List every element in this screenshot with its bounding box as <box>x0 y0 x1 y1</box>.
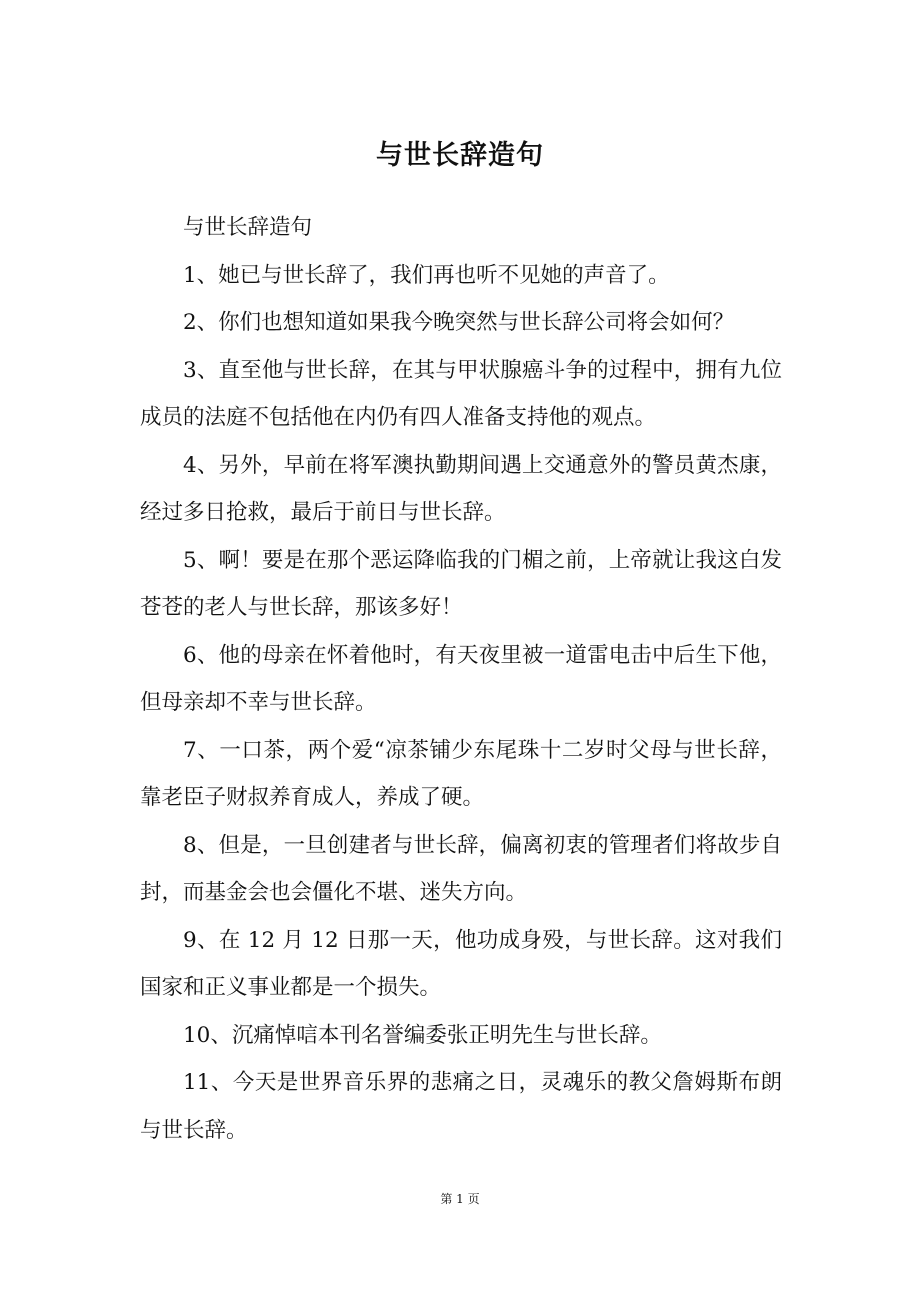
sentence-paragraph: 10、沉痛悼唁本刊名誉编委张正明先生与世长辞。 <box>183 1022 662 1048</box>
sentence-paragraph: 3、直至他与世长辞，在其与甲状腺癌斗争的过程中，拥有九位成员的法庭不包括他在内仍有四人准备支持他的观点。 <box>140 357 782 430</box>
sentence-paragraph: 8、但是，一旦创建者与世长辞，偏离初衷的管理者们将故步自封，而基金会也会僵化不堪、迷失方向。 <box>140 832 782 905</box>
sentence-paragraph: 7、一口茶，两个爱“凉茶铺少东尾珠十二岁时父母与世长辞，靠老臣子财叔养育成人，养成了硬。 <box>140 737 782 810</box>
sentence-paragraph: 6、他的母亲在怀着他时，有天夜里被一道雷电击中后生下他，但母亲却不幸与世长辞。 <box>140 642 782 715</box>
sentence-paragraph: 4、另外，早前在将军澳执勤期间遇上交通意外的警员黄杰康，经过多日抢救，最后于前日与世长辞。 <box>140 452 782 525</box>
page-number: 第 1 页 <box>440 1192 480 1206</box>
sentence-paragraph: 11、今天是世界音乐界的悲痛之日，灵魂乐的教父詹姆斯布朗与世长辞。 <box>140 1070 782 1143</box>
sentence-paragraph: 2、你们也想知道如果我今晚突然与世长辞公司将会如何？ <box>183 310 735 335</box>
document-body <box>140 204 782 1154</box>
subtitle-paragraph: 与世长辞造句 <box>183 215 313 240</box>
sentence-paragraph: 1、她已与世长辞了，我们再也听不见她的声音了。 <box>183 262 670 288</box>
page-title: 与世长辞造句 <box>376 140 544 171</box>
sentence-paragraph: 9、在 12 月 12 日那一天，他功成身殁，与世长辞。这对我们国家和正义事业都是一个损失。 <box>140 927 782 1000</box>
sentence-paragraph: 5、啊！要是在那个恶运降临我的门楣之前，上帝就让我这白发苍苍的老人与世长辞，那该多好！ <box>140 547 782 620</box>
